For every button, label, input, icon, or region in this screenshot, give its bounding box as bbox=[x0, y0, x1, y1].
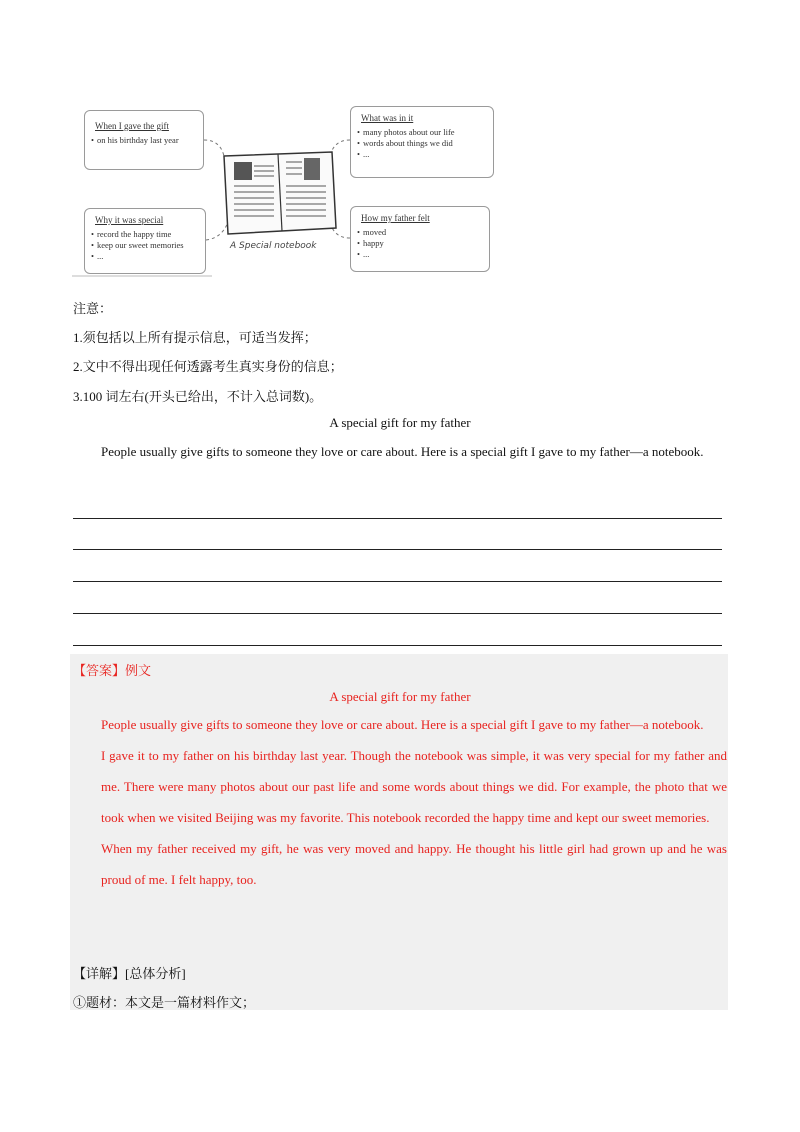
hint-box-how bbox=[350, 206, 490, 272]
writing-line bbox=[73, 645, 722, 646]
hint-box-title: How my father felt bbox=[361, 213, 430, 223]
writing-line bbox=[73, 581, 722, 582]
prompt-opening-text: People usually give gifts to someone they love or care about. Here is a special gift I gave to my father—a notebook. bbox=[101, 444, 704, 459]
mind-map-figure bbox=[72, 100, 496, 278]
notes-heading: 注意： bbox=[73, 301, 113, 316]
hint-box-title: Why it was special bbox=[95, 215, 164, 225]
answer-paragraph: People usually give gifts to someone they love or care about. Here is a special gift I gave to my father—a notebook. bbox=[101, 717, 704, 732]
notebook-illustration bbox=[224, 152, 336, 234]
detail-line: ①题材：本文是一篇材料作文； bbox=[73, 995, 256, 1010]
detail-label: 【详解】[总体分析] bbox=[73, 966, 186, 981]
answer-essay bbox=[73, 709, 727, 895]
note-item: 2.文中不得出现任何透露考生真实身份的信息； bbox=[73, 359, 343, 374]
hint-item: • ... bbox=[91, 251, 205, 261]
hint-box-when bbox=[84, 110, 204, 170]
note-item: 3.100 词左右(开头已给出，不计入总词数)。 bbox=[73, 389, 323, 404]
writing-line bbox=[73, 613, 722, 614]
answer-paragraph: I gave it to my father on his birthday last year. Though the notebook was simple, it was very special for my father and me. There were many photos about our past life and some words about things we did. For example, the photo that we took when we visited Beijing was my favorite. This notebook recorded the happy time and kept our sweet memories. bbox=[101, 748, 727, 825]
hint-item: • record the happy time bbox=[91, 229, 205, 239]
hint-item: • words about things we did bbox=[357, 138, 493, 148]
hint-box-title: When I gave the gift bbox=[95, 121, 169, 131]
hint-item: • ... bbox=[357, 249, 489, 259]
hint-item: • on his birthday last year bbox=[91, 135, 203, 145]
answer-paragraph: When my father received my gift, he was very moved and happy. He thought his little girl had grown up and he was proud of me. I felt happy, too. bbox=[101, 841, 727, 887]
answer-title: A special gift for my father bbox=[329, 689, 471, 704]
hint-item: • keep our sweet memories bbox=[91, 240, 205, 250]
writing-line bbox=[73, 518, 722, 519]
writing-line bbox=[73, 549, 722, 550]
hint-item: • happy bbox=[357, 238, 489, 248]
hint-item: • moved bbox=[357, 227, 489, 237]
hint-box-what bbox=[350, 106, 494, 178]
answer-label: 【答案】例文 bbox=[73, 663, 152, 678]
hint-box-title: What was in it bbox=[361, 113, 414, 123]
figure-caption: A Special notebook bbox=[230, 241, 317, 251]
hint-item: • ... bbox=[357, 149, 493, 159]
note-item: 1.须包括以上所有提示信息，可适当发挥； bbox=[73, 330, 317, 345]
hint-item: • many photos about our life bbox=[357, 127, 493, 137]
hint-box-why bbox=[84, 208, 206, 274]
prompt-opening bbox=[73, 436, 727, 467]
prompt-title: A special gift for my father bbox=[329, 415, 471, 430]
